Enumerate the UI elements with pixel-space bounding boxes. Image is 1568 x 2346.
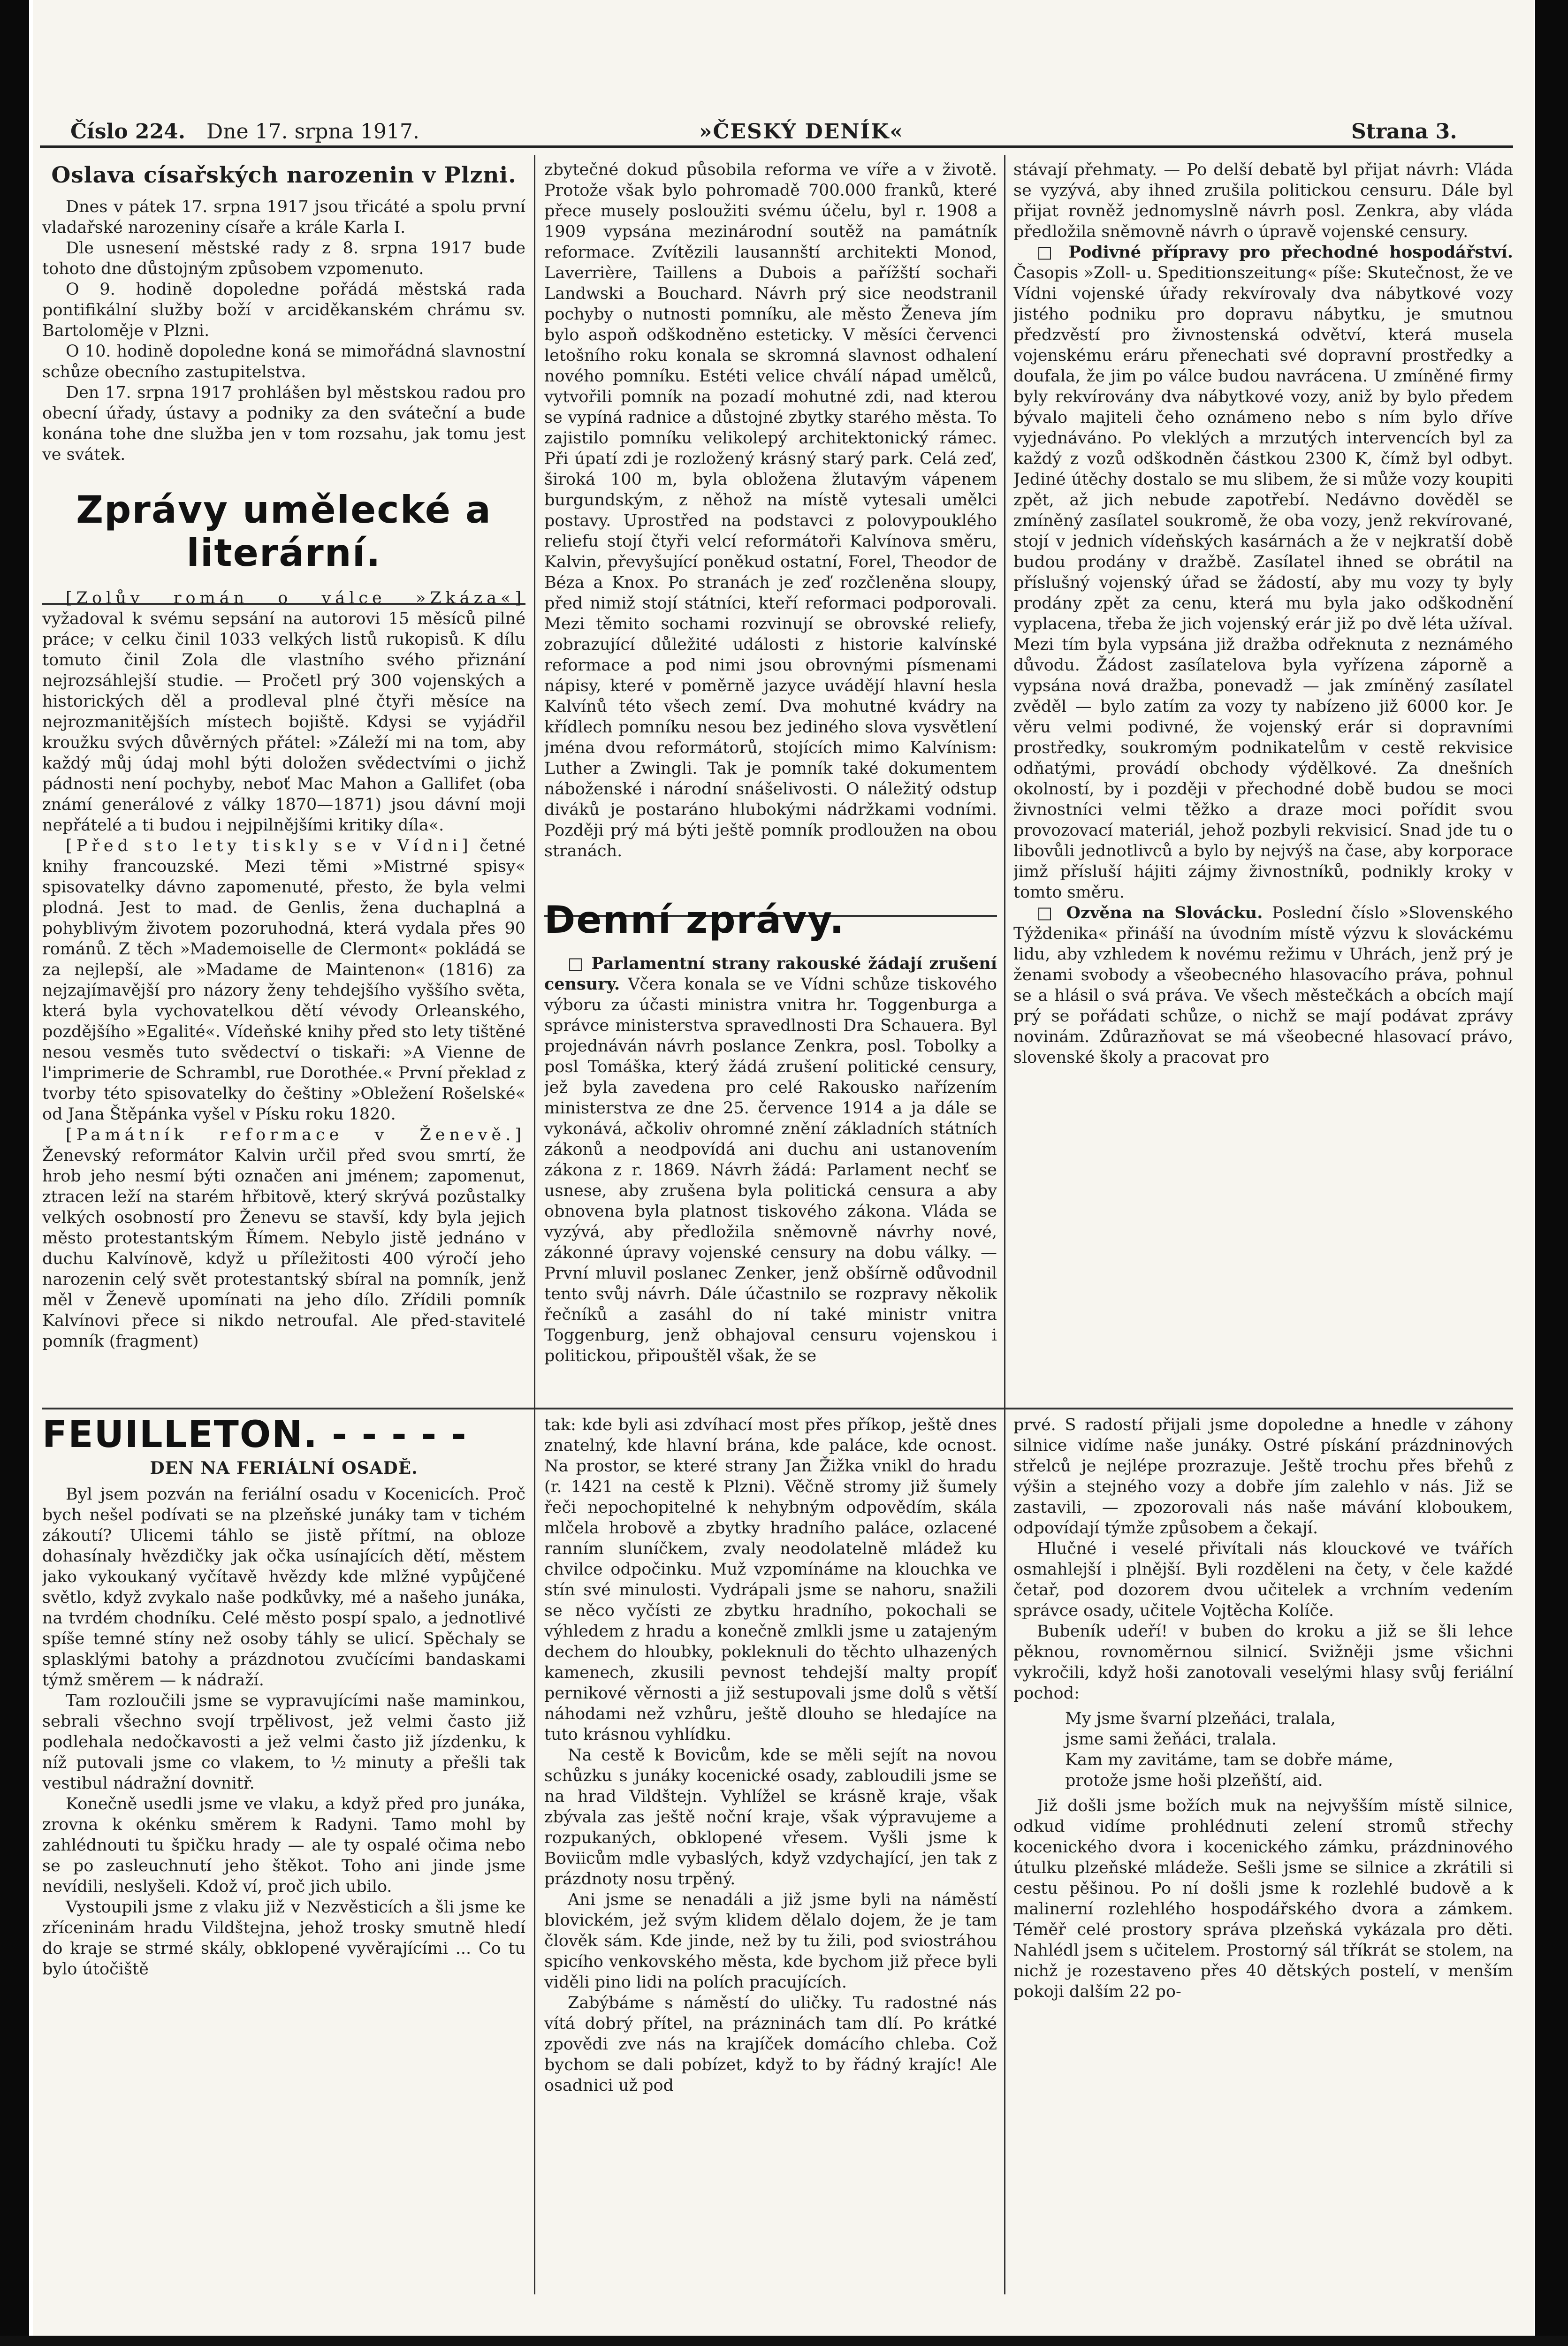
song-verse [1065, 1708, 1513, 1791]
feuilleton-paragraph: Již došli jsme božích muk na nejvyšším místě silnice, odkud vidíme prohlédnuti zelení stromů střechy kocenického dvora i kocenického zámku, prázdninového útulku plzeňské mládeže. Sešli jsme se silnice a zkrátili si cestu pěšinou. Po ní došli jsme k rozlehlé budově a k malinerní rozlehlého hospodářského dvora a zámkem. Téměř celé prostory správa plzeňská vykázala pro děti. Nahlédl jsem s učitelem. Prostorný sál tříkrát se stolem, na nichž je rozestaveno přes 40 dětských postelí, v menším pokoji dalším 22 po- [1013, 1797, 1513, 2001]
column-1 [42, 160, 525, 1401]
news-item [1013, 242, 1513, 903]
feuilleton-paragraph: Byl jsem pozván na feriální osadu v Kocenicích. Proč bych nešel podívati se na plzeňské junáky tam v tichém zákoutí? Ulicemi táhlo se jistě přítmí, na obloze dohasínaly hvězdičky jak očka usínajících dětí, městem jako vykoukaný vyčítavě hvězdy kde mlžné vypůjčené světlo, když zvykalo naše podkůvky, mé a našeho junáka, na tvrdém chodníku. Celé město pospí spalo, a jednotlivé spíše temné stíny než osoby táhly se ulicí. Spěchaly se splasklými batohy a prázdnotou zvučícími bandaskami týmž směrem — k nádraží. [42, 1485, 525, 1690]
news-item-lead: □ Ozvěna na Slovácku. [1037, 903, 1263, 922]
article-title: Oslava císařských narozenin v Plzni. [51, 162, 517, 188]
feuilleton-paragraph: Vystoupili jsme z vlaku již v Nezvěsticích a šli jsme ke zříceninám hradu Vildštejna, jehož trosky smutně hledí do kraje se strmé skály, obklopené vyvěrajícími ... Co tu bylo útočiště [42, 1898, 525, 1979]
feuilleton-paragraph: Ani jsme se nenadáli a již jsme byli na náměstí blovickém, jež svým klidem dělalo dojem, že je tam člověk sám. Kde jinde, než by tu žili, pod sviostráhou spicího venkovského města, kde bychom již přece byli viděli pino lidi na polích pracujících. [544, 1890, 997, 1992]
article-paragraph: O 9. hodině dopoledne pořádá městská rada pontifikální služby boží v arciděkanském chrámu sv. Bartoloměje v Plzni. [42, 280, 525, 340]
feuilleton-column-2 [544, 1415, 997, 2283]
art-item-text: vyžadoval k svému sepsání na autorovi 15 měsíců pilné práce; v celku činil 1033 velkých listů rukopisů. K dílu tomuto činil Zola dle vlastního svého přiznání nejrozsáhlejší studie. — Pročetl prý 300 vojenských a historických děl a prodleval plné čtyři měsíce na nejrozmanitějších místech bojiště. Kdysi se vyjádřil kroužku svých důvěrných přátel: »Záleží mi na tom, aby každý můj údaj mohl býti doložen svědectvími o jichž pádnosti není pochyby, neboť Mac Mahon a Gallifet (oba známí generálové z války 1870—1871) jsou dávní moji nepřátelé a ti budou i nejpilnějšími kritiky díla«. [42, 609, 525, 835]
song-line: My jsme švarní plzeňáci, tralala, [1065, 1709, 1336, 1728]
song-line: Kam my zavitáme, tam se dobře máme, [1065, 1751, 1393, 1769]
feuilleton-paragraph: Bubeník udeří! v buben do kroku a již se šli lehce pěknou, rovnoměrnou silnicí. Svižněji jsme všichni vykročili, když hoši zanotovali veselými hlasy svůj feriální pochod: [1013, 1622, 1513, 1703]
feuilleton-title: FEUILLETON. - - - - - [42, 1415, 467, 1456]
scan-border-bottom [0, 2336, 1568, 2346]
scan-border-right [1535, 0, 1568, 2346]
feuilleton-column-1 [42, 1415, 525, 2283]
news-item-text: Časopis »Zoll- u. Speditionszeitung« píše: Skutečnost, že ve Vídni vojenské úřady rekvírovaly dva nábytkové vozy jistého podniku pro dopravu nábytku, je smutnou předzvěstí pro živnostenská odvětví, která musela vojenskému eráru přenechati své dopravní prostředky a doufala, že jim po válce budou navrácena. U zmíněné firmy byly rekvírovány dva nábytkové vozy, aniž by bylo předem bývalo majiteli čeho oznámeno nebo s ním bylo dříve vyjednáváno. Po vleklých a mrzutých intervencích byl za každý z vozů odškodněn částkou 2300 K, čímž byl odbyt. Jediné útěchy dostalo se mu slibem, že si může vozy koupiti zpět, až jich nebude zapotřebí. Nedávno dověděl se zmíněný zasílatel soukromě, že oba vozy, jenž rekvírované, stojí v jednich vídeňských kasárnách a že v nejkratší době budou prodány v dražbě. Zasílatel ihned se obrátil na příslušný vojenský úřad se žádostí, aby mu vozy ty byly prodány zpět za cenu, která mu byla jako odškodnění vyplacena, třeba že jich vojenský erár již po dvě léta užíval. Mezi tím byla vypsána již dražba odřeknuta z neznámého důvodu. Žádost zasílatelova byla vyřízena záporně a vypsána nová dražba, ponevadž — jak zmíněný zasílatel zvěděl — bylo zatím za vozy ty nabízeno již 6000 kor. Je věru velmi podivné, že vojenský erár si dopravními prostředky, soukromým podnikatelům v cestě rekvisice odňatými, provádí obchody výdělkové. Za dnešních okolností, by i později v přechodné době budou se moci živnostníci velmi těžko a draze moci pořídit svou provozovací materiál, jehož pozbyli rekvisicí. Snad jde tu o libovůli jednotlivců a bylo by nejvýš na čase, aby korporace jimž přísluší hájiti zájmy živnostníků, podnikly kroky v tomto směru. [1013, 264, 1513, 902]
art-item-text: Ženevský reformátor Kalvin určil před svou smrtí, že hrob jeho nesmí býti označen ani jménem; zapomenut, ztracen leží na starém hřbitově, který skrývá pozůstalky velkých osobností pro Ženevu se stavší, kdy byla jejich město protestantským Římem. Nebylo jistě jednáno v duchu Kalvínově, když u příležitosti 400 výročí jeho narozenin celý svět protestantský sbíral na pomník, jenž měl v Ženevě upomínati na jeho dílo. Zřídili pomník Kalvínovi přece si nikdo netroufal. Ale před-stavitelé pomník (fragment) [42, 1146, 525, 1351]
header-rule [40, 145, 1513, 148]
article-paragraph: Den 17. srpna 1917 prohlášen byl městskou radou pro obecní úřady, ústavy a podniky za den sváteční a bude konána tohe dne služba jen v tom rozsahu, jak tomu jest ve svátek. [42, 383, 525, 464]
news-item-lead: □ Parlamentní strany rakouské žádají zrušení censury. [544, 954, 997, 994]
masthead: »ČESKÝ DENÍK« [699, 120, 904, 144]
art-item [42, 588, 525, 836]
article-paragraph: O 10. hodině dopoledne koná se mimořádná slavnostní schůze obecního zastupitelstva. [42, 342, 525, 381]
scan-border-left [0, 0, 29, 2346]
song-line: protože jsme hoši plzeňští, aid. [1065, 1771, 1323, 1790]
feuilleton-paragraph: tak: kde byli asi zdvíhací most přes příkop, ještě dnes znatelný, kde hlavní brána, kde paláce, kde ocnost. Na prostor, se které strany Jan Žižka vnikl do hradu (r. 1421 na cestě k Plzni). Věčně stromy již šumely řeči nepochopitelné k nehybným odpovědím, skála mlčela hrobově a zbytky hradního paláce, ozlacené ranním sluníčkem, zvaly neodolatelně mládež ku chvilce odpočinku. Muž vzpomínáme na klouchka ve stín své minulosti. Vydrápali jsme se nahoru, snažili se něco vyčísti ze zbytku hradního, pokochali se výhledem z hradu a konečně zmlkli jsme u zatajeným dechem do hloubky, pokleknuli do těchto ulhazených kamenech, zkusili pevnost tehdejší malty propíť pernikové věrnosti a již sestupovali jsme dolů s větší náhodami než vzhůru, ještě dlouho se hledajíce na tuto krásnou vyhlídku. [544, 1416, 997, 1744]
feuilleton-rule [42, 1408, 1513, 1409]
column-rule-1 [534, 155, 535, 2294]
art-item-lead: [Zolův román o válce »Zkáza«] [66, 589, 525, 608]
news-item-text: Poslední číslo »Slovenského Týždenika« přináší na úvodním místě výzvu k slováckému lidu, aby vzhledem k novému režimu v Uhrách, jenž prý je ženami svobody a všeobecného hlasovacího práva, pohnul se a hlásil o svá práva. Ve všech městečkách a obcích mají prý se pořádati schůze, o nichž se mají podávat zprávy novinám. Zdůrazňovat se má všeobecné hlasovací právo, slovenské školy a pracovat pro [1013, 904, 1513, 1067]
column-3 [1013, 160, 1513, 1401]
column-2 [544, 160, 997, 1401]
news-item [544, 953, 997, 1366]
art-item-lead: [Před sto lety tiskly se v Vídni] [66, 837, 472, 855]
section-title-news: Denní zprávy. [544, 898, 845, 942]
feuilleton-paragraph: Hlučné i veselé přivítali nás klouckové ve tvářích osmahlejší i plnější. Byli rozděleni na čety, v čele každé četař, pod dozorem dvou učitelek a vrchním vedením správce osady, učitele Vojtěcha Kolíče. [1013, 1539, 1513, 1620]
feuilleton-paragraph: Konečně usedli jsme ve vlaku, a když před pro junáka, zrovna k okénku směrem k Radyni. Tamo mohl by zahlédnouti tu špičku hrady — ale ty ospalé očima nebo se po zasleuchnutí jeho štěkot. Toho ani jinde jsme nevídili, neslyšeli. Kdož ví, proč jich ubilo. [42, 1795, 525, 1896]
news-item-lead: □ Podivné přípravy pro přechodné hospodářství. [1037, 243, 1513, 262]
art-item [42, 1125, 525, 1352]
column-rule-2 [1004, 155, 1005, 2294]
article-paragraph: Dnes v pátek 17. srpna 1917 jsou třicáté a spolu první vladařské narozeniny císaře a krále Karla I. [42, 198, 525, 237]
feuilleton-paragraph: Na cestě k Bovicům, kde se měli sejít na novou schůzku s junáky kocenické osady, zabloudili jsme se na hrad Vildštejn. Vyhlížel se krásně kraje, však zbývala zas ještě noční kraje, však výpravujeme a rozpukaných, obklopené vřesem. Vyšli jsme k Boviicům mdle vybaslých, když vzdychající, jen tak z prázdnoty nosu trpěný. [544, 1746, 997, 1889]
article-paragraph: Dle usnesení městské rady z 8. srpna 1917 bude tohoto dne důstojným způsobem vzpomenuto. [42, 239, 525, 278]
feuilleton-paragraph: Tam rozloučili jsme se vypravujícími naše maminkou, sebrali všechno svojí trpělivost, jež velmi často již podlehala nedočkavosti a jež velmi často již jízdenku, k níž putovali jsme co vlakem, to ½ minuty a přešli tak vestibul nádražní dovnitř. [42, 1691, 525, 1793]
song-line: jsme sami žeňáci, tralala. [1065, 1730, 1277, 1749]
news-item [1013, 903, 1513, 1068]
feuilleton-paragraph: Zabýbáme s náměstí do uličky. Tu radostné nás vítá dobrý přítel, na prázninách tam dlí. Po krátké zpovědi zve nás na krajíček domácího chleba. Což bychom se dali pobízet, když to by řádný krajíc! Ale osadnici už pod [544, 1994, 997, 2095]
page-number: Strana 3. [1351, 120, 1457, 144]
issue-number: Číslo 224. [70, 120, 186, 144]
art-item [42, 836, 525, 1125]
news-paragraph: stávají přehmaty. — Po delší debatě byl přijat návrh: Vláda se vyzývá, aby ihned zrušila politickou censuru. Dále byl přijat rovněž jednomyslně návrh posl. Zenkra, aby vláda předložila sněmovně návrh o úpravě vojenské censury. [1013, 160, 1513, 241]
feuilleton-paragraph: prvé. S radostí přijali jsme dopoledne a hnedle v záhony silnice vidíme naše junáky. Ostré pískání prázdninových střelců je nejlépe prozrazuje. Ještě trochu přes břehů z výšin a stejného vozy a dobře jím zalehlo v nás. Již se zastavili, — zpozorovali nás naše mávání kloboukem, odpovídají týmže způsobem a čekají. [1013, 1416, 1513, 1538]
article-paragraph: zbytečné dokud působila reforma ve víře a v životě. Protože však bylo pohromadě 700.000 franků, které přece musely posloužiti svému účelu, byl r. 1908 a 1909 vypsána mezinárodní soutěž na památník reformace. Zvítězili lausannští architekti Monod, Laverrière, Taillens a Dubois a pařížští sochaři Landwski a Bouchard. Návrh prý sice neodstranil pochyby o nutnosti pomníku, ale město Ženeva jím bylo aspoň odškodněno esteticky. V měsíci červenci letošního roku konala se skromná slavnost odhalení nového pomníku. Estéti velice chválí nápad umělců, vytvořili pomník na pozadí mohutné zdi, nad kterou se vypíná radnice a důstojné zbytky starého města. To zajistilo pomníku velikolepý architektonický rámec. Při úpatí zdi je rozložený krásný starý park. Celá zeď, široká 100 m, byla obložena žlutavým vápenem burgundským, z něhož na místě vytesali umělci postavy. Uprostřed na podstavci z polovypouklého reliefu stojí čtyři velcí reformátoři Kalvínova směru, Kalvin, převyšující poněkud ostatní, Forel, Theodor de Béza a Knox. Po stranách je zeď rozčleněna sloupy, před nimiž stojí státníci, kteří reformaci podporovali. Mezi těmito sochami rozvinují se obrovské reliefy, zobrazující důležité události z historie kalvínské reformace a pod nimi jsou obrovnými písmenami nápisy, které v poměrně jazyce uvádějí hlavní hesla Kalvínů této všech zemí. Dva mohutné kvádry na křídlech pomníku nesou bez jediného slova vysvětlení jména dvou reformátorů, stojících mimo Kalvínism: Luther a Zwingli. Tak je pomník také dokumentem náboženské i národní snášelivosti. O náležitý odstup diváků je postaráno hlubokými nádržkami vodními. Později prý má býti ještě pomník prodloužen na obou stranách. [544, 160, 997, 861]
issue-date: Dne 17. srpna 1917. [206, 120, 419, 144]
feuilleton-subtitle: DEN NA FERIÁLNÍ OSADĚ. [150, 1458, 418, 1478]
art-item-text: četné knihy francouzské. Mezi těmi »Mistrné spisy« spisovatelky dávno zapomenuté, přesto, že byla velmi plodná. Jest to mad. de Genlis, žena duchaplná a pohyblivým životem pozoruhodná, která vydala přes 90 románů. Z těch »Mademoiselle de Clermont« pokládá se za nejlepší, ale »Madame de Maintenon« (1816) za nejzajímavější pro názory ženy tehdejšího vyššího světa, která byla vychovatelkou dětí vévody Orleanského, pozdějšího »Egalité«. Vídeňské knihy před sto lety tištěné nesou vesměs tuto svědectví o tiskaři: »A Vienne de l'imprimerie de Schrambl, rue Dorothée.« První překlad z tvorby této spisovatelky do češtiny »Obležení Rošelské« od Jana Štěpánka vyšel v Písku roku 1820. [42, 837, 525, 1124]
feuilleton-column-3 [1013, 1415, 1513, 2283]
section-title-arts: Zprávy umělecké a literární. [76, 488, 492, 575]
art-item-lead: [Památník reformace v Ženevě.] [66, 1126, 525, 1144]
news-item-text: Včera konala se ve Vídni schůze tiskového výboru za účasti ministra vnitra hr. Toggenburga a správce ministerstva spravedlnosti Dra Schauera. Byl projednáván návrh poslance Zenkra, posl. Tobolky a posl Tomáška, který žádá zrušení politické censury, jež byla zavedena pro celé Rakousko nařízením ministerstva ze dne 25. července 1914 a ja dále se vykonává, ačkoliv ohromné znění základních státních zákonů a neodpovídá ani duchu ani ustanovením zákona z r. 1869. Návrh žádá: Parlament nechť se usnese, aby zrušena byla politická censura a aby obnovena byla platnost tiskového zákona. Vláda se vyzývá, aby předložila sněmovně návrhy nové, zákonné úpravy vojenské censury na dobu války. — První mluvil poslanec Zenker, jenž obšírně odůvodnil tento svůj návrh. Dále účastnilo se rozpravy několik řečníků a zasáhl do ní také ministr vnitra Toggenburg, jenž obhajoval censuru vojenskou i politickou, připouštěl však, že se [544, 975, 997, 1365]
